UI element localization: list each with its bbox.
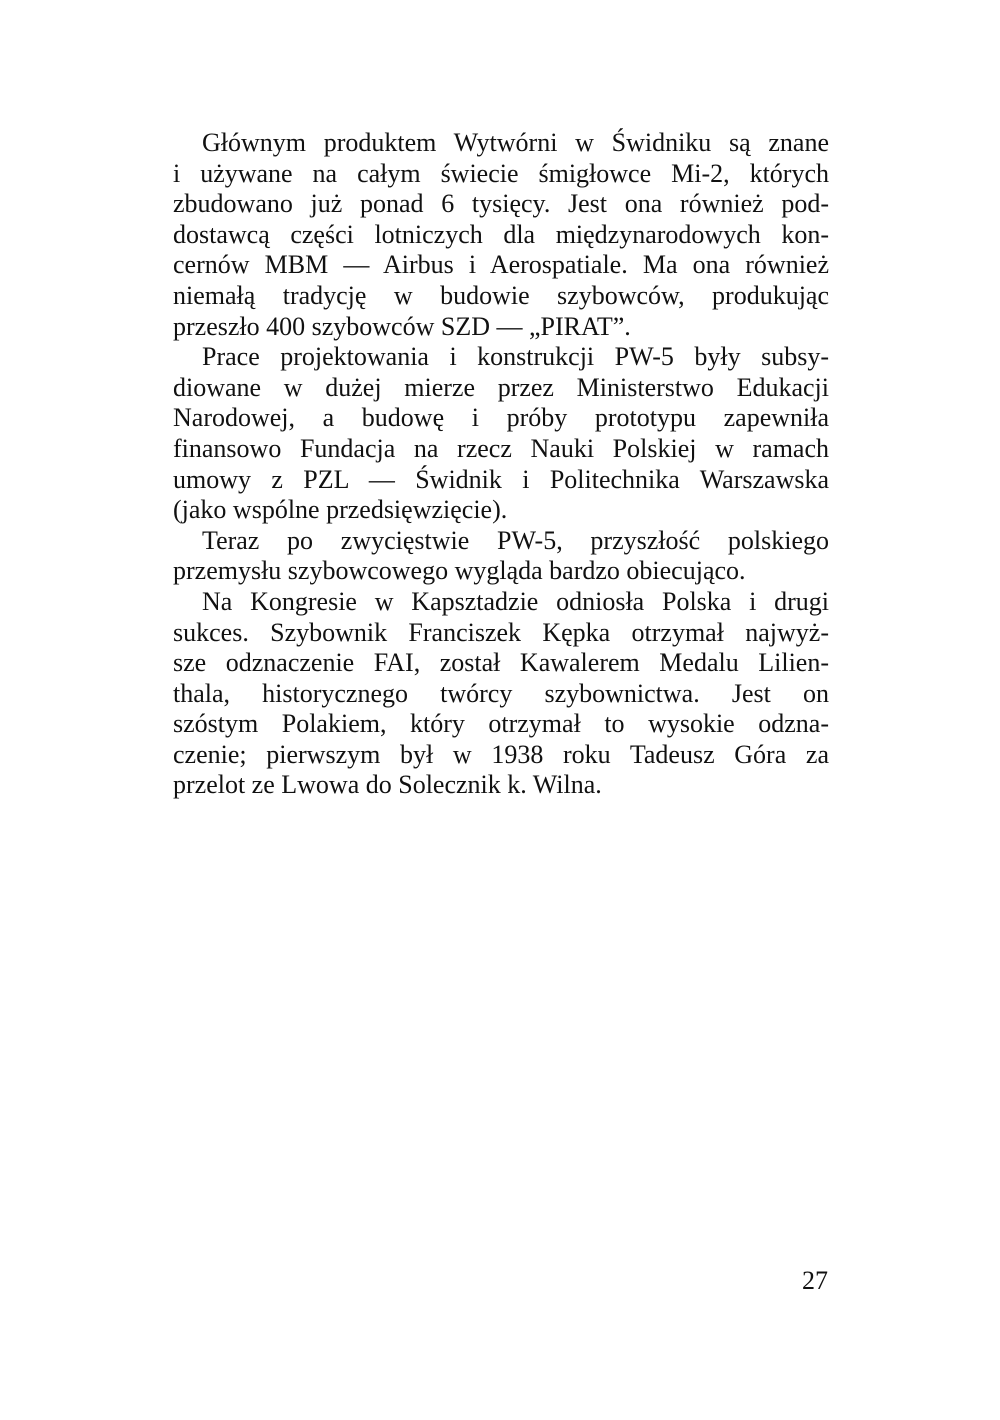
paragraph-2: [173, 342, 829, 526]
paragraph-1: [173, 128, 829, 342]
text-line: czenie; pierwszym był w 1938 roku Tadeusz Góra za: [173, 739, 829, 769]
text-line: Narodowej, a budowę i próby prototypu zapewniła: [173, 403, 829, 433]
text-line: przemysłu szybowcowego wygląda bardzo obiecująco.: [173, 556, 746, 586]
text-line: cernów MBM — Airbus i Aerospatiale. Ma ona również: [173, 250, 829, 280]
text-line: sze odznaczenie FAI, został Kawalerem Medalu Lilien-: [173, 648, 829, 678]
body-text: [173, 128, 829, 801]
text-line: Głównym produktem Wytwórni w Świdniku są znane: [202, 128, 829, 157]
text-line: Teraz po zwycięstwie PW-5, przyszłość polskiego: [202, 525, 829, 555]
text-line: (jako wspólne przedsięwzięcie).: [173, 495, 508, 525]
text-line: Na Kongresie w Kapsztadzie odniosła Polska i drugi: [202, 586, 829, 616]
page-number: 27: [802, 1266, 828, 1295]
text-line: przeszło 400 szybowców SZD — „PIRAT”.: [173, 311, 631, 341]
paragraph-4: [173, 587, 829, 801]
text-line: sukces. Szybownik Franciszek Kępka otrzymał najwyż-: [173, 617, 829, 647]
text-line: diowane w dużej mierze przez Ministerstwo Edukacji: [173, 372, 829, 402]
text-line: dostawcą części lotniczych dla międzynarodowych kon-: [173, 219, 829, 249]
text-line: finansowo Fundacja na rzecz Nauki Polskiej w ramach: [173, 433, 829, 463]
text-line: thala, historycznego twórcy szybownictwa. Jest on: [173, 678, 829, 708]
paragraph-3: [173, 526, 829, 587]
text-line: przelot ze Lwowa do Solecznik k. Wilna.: [173, 770, 602, 800]
text-line: niemałą tradycję w budowie szybowców, produkując: [173, 280, 829, 310]
text-line: szóstym Polakiem, który otrzymał to wysokie odzna-: [173, 709, 829, 739]
text-line: i używane na całym świecie śmigłowce Mi-2, których: [173, 158, 829, 188]
text-line: zbudowano już ponad 6 tysięcy. Jest ona również pod-: [173, 189, 829, 219]
text-line: Prace projektowania i konstrukcji PW-5 były subsy-: [202, 342, 829, 372]
text-line: umowy z PZL — Świdnik i Politechnika Warszawska: [173, 464, 829, 494]
